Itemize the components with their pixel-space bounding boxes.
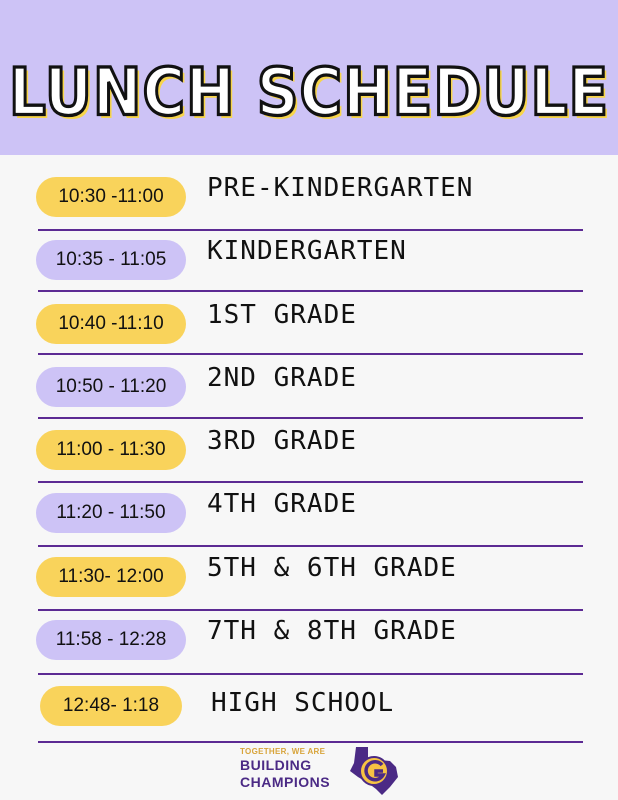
time-pill: 11:30- 12:00 — [36, 557, 186, 597]
grade-label: 7TH & 8TH GRADE — [207, 616, 457, 646]
schedule-row — [0, 355, 618, 417]
schedule-row — [0, 481, 618, 543]
schedule-row — [0, 165, 618, 227]
grade-label: 2ND GRADE — [207, 363, 357, 393]
schedule-row — [0, 228, 618, 290]
time-pill: 10:40 -11:10 — [36, 304, 186, 344]
grade-label: 3RD GRADE — [207, 426, 357, 456]
grade-label: 5TH & 6TH GRADE — [207, 553, 457, 583]
schedule-row — [0, 672, 618, 734]
schedule-row — [0, 292, 618, 354]
logo-line-building: BUILDING — [240, 757, 312, 773]
time-pill: 11:58 - 12:28 — [36, 620, 186, 660]
grade-label: PRE-KINDERGARTEN — [207, 173, 474, 203]
schedule-row — [0, 608, 618, 670]
grade-label: 1ST GRADE — [207, 300, 357, 330]
grade-label: KINDERGARTEN — [207, 236, 407, 266]
time-pill: 10:35 - 11:05 — [36, 240, 186, 280]
logo-tagline: TOGETHER, WE ARE — [240, 747, 326, 756]
schedule-row — [0, 418, 618, 480]
time-pill: 10:50 - 11:20 — [36, 367, 186, 407]
logo — [240, 743, 400, 797]
time-pill: 12:48- 1:18 — [40, 686, 182, 726]
grade-label: 4TH GRADE — [207, 489, 357, 519]
grade-label: HIGH SCHOOL — [211, 688, 395, 718]
schedule-row — [0, 545, 618, 607]
logo-line-champions: CHAMPIONS — [240, 774, 331, 790]
page-title: LUNCH SCHEDULE — [8, 53, 610, 131]
texas-g-emblem-icon — [346, 743, 402, 797]
time-pill: 11:20 - 11:50 — [36, 493, 186, 533]
time-pill: 10:30 -11:00 — [36, 177, 186, 217]
time-pill: 11:00 - 11:30 — [36, 430, 186, 470]
